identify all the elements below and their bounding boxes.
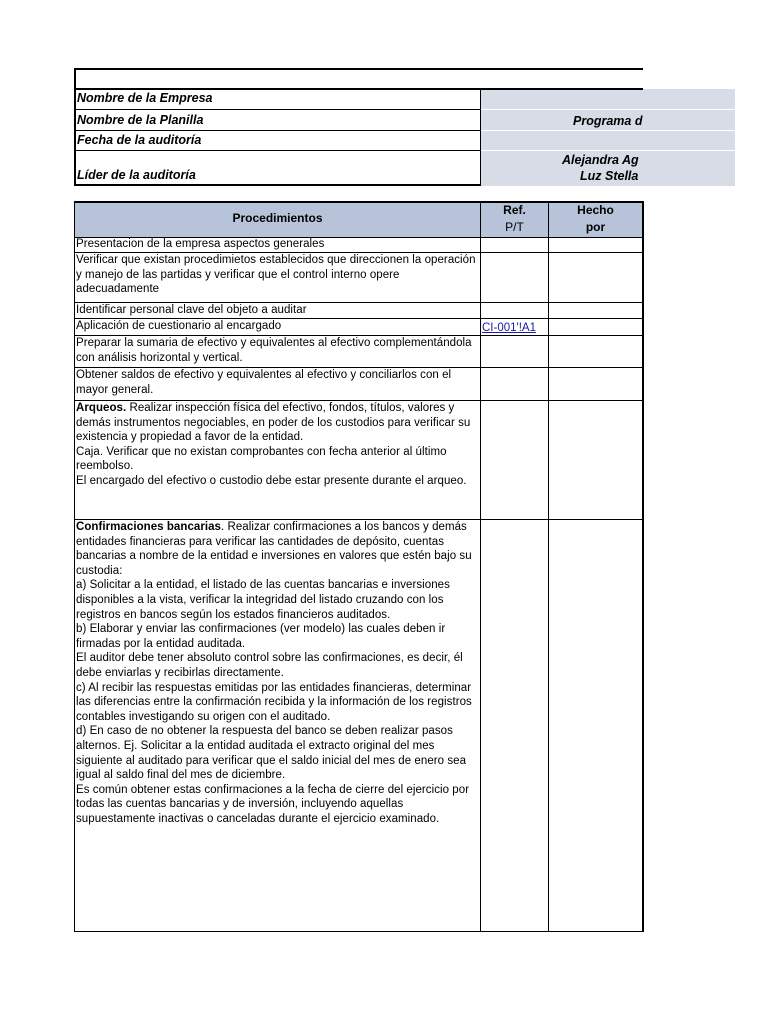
procedure-row-3: Identificar personal clave del objeto a auditar: [76, 304, 307, 316]
confirmaciones-a: a) Solicitar a la entidad, el listado de las cuentas bancarias e inversiones disponibles a la vista, verificar la integridad del listado cruzando con los registros en bancos según los estados financieros auditados.: [76, 579, 450, 621]
ref-link-cuestionario[interactable]: [482, 319, 548, 336]
procedure-row-7: [75, 401, 481, 489]
procedure-row-5: Preparar la sumaria de efectivo y equivalentes al efectivo complementándola con análisis horizontal y vertical.: [76, 337, 472, 364]
col-done-line1: Hecho: [577, 203, 614, 217]
arqueos-title: Arqueos.: [76, 402, 127, 414]
company-label: Nombre de la Empresa: [77, 91, 213, 105]
arqueos-caja: Caja. Verificar que no existan comprobantes con fecha anterior al último reembolso.: [76, 445, 447, 473]
procedure-row-6: Obtener saldos de efectivo y equivalentes al efectivo y conciliarlos con el mayor general.: [76, 369, 452, 396]
confirmaciones-title: Confirmaciones bancarias: [76, 521, 222, 533]
col-done-line2: por: [585, 220, 606, 234]
arqueos-custodio: El encargado del efectivo o custodio debe estar presente durante el arqueo.: [76, 474, 467, 487]
procedure-row-8: [75, 520, 481, 826]
confirmaciones-d: d) En caso de no obtener la respuesta del banco se deben realizar pasos alternos. Ej. Solicitar a la entidad auditada el extracto original del mes siguiente al auditado para verificar que el saldo inicial del mes de enero sea igual al saldo final del mes de diciembre.: [76, 725, 467, 782]
sheet-label: Nombre de la Planilla: [77, 113, 204, 127]
confirmaciones-control: El auditor debe tener absoluto control sobre las confirmaciones, es decir, él debe enviarlas y recibirlas directamente.: [76, 652, 463, 679]
procedure-row-1: Presentacion de la empresa aspectos generales: [76, 238, 325, 250]
col-ref-line1: Ref.: [503, 203, 526, 217]
arqueos-text: Realizar inspección física del efectivo, fondos, títulos, valores y demás instrumentos negociables, en poder de los custodios para verificar su existencia y propiedad a favor de la entidad.: [76, 402, 471, 444]
confirmaciones-b: b) Elaborar y enviar las confirmaciones (ver modelo) las cuales deben ir firmadas por la entidad auditada.: [76, 623, 446, 650]
confirmaciones-text: . Realizar confirmaciones a los bancos y demás entidades financieras para verificar las cantidades de depósito, cuentas bancarias a nombre de la entidad e inversiones en valores que estén bajo su custodia:: [76, 521, 472, 577]
leader-label: Líder de la auditoría: [77, 168, 196, 182]
ref-link-text[interactable]: CI-001'!A1: [482, 322, 536, 334]
sheet-value: Programa d: [573, 114, 643, 128]
col-ref-line2: P/T: [505, 220, 524, 234]
confirmaciones-cierre: Es común obtener estas confirmaciones a la fecha de cierre del ejercicio por todas las cuentas bancarias y de inversión, incluyendo aquellas supuestamente inactivas o canceladas durante el ejercicio examinado.: [76, 783, 470, 825]
leader-name-2: Luz Stella: [580, 169, 639, 183]
confirmaciones-c: c) Al recibir las respuestas emitidas por las entidades financieras, determinar las diferencias entre la confirmación recibida y la información de los registros contables investigando su origen con el auditado.: [76, 681, 472, 723]
date-label: Fecha de la auditoría: [77, 133, 202, 147]
leader-name-1: Alejandra Ag: [562, 153, 639, 167]
procedure-row-2: Verificar que existan procedimietos establecidos que direccionen la operación y manejo de las partidas y verificar que el control interno opere adecuadamente: [76, 254, 476, 296]
procedure-row-4: Aplicación de cuestionario al encargado: [76, 320, 282, 332]
col-procedures: Procedimientos: [232, 211, 323, 225]
